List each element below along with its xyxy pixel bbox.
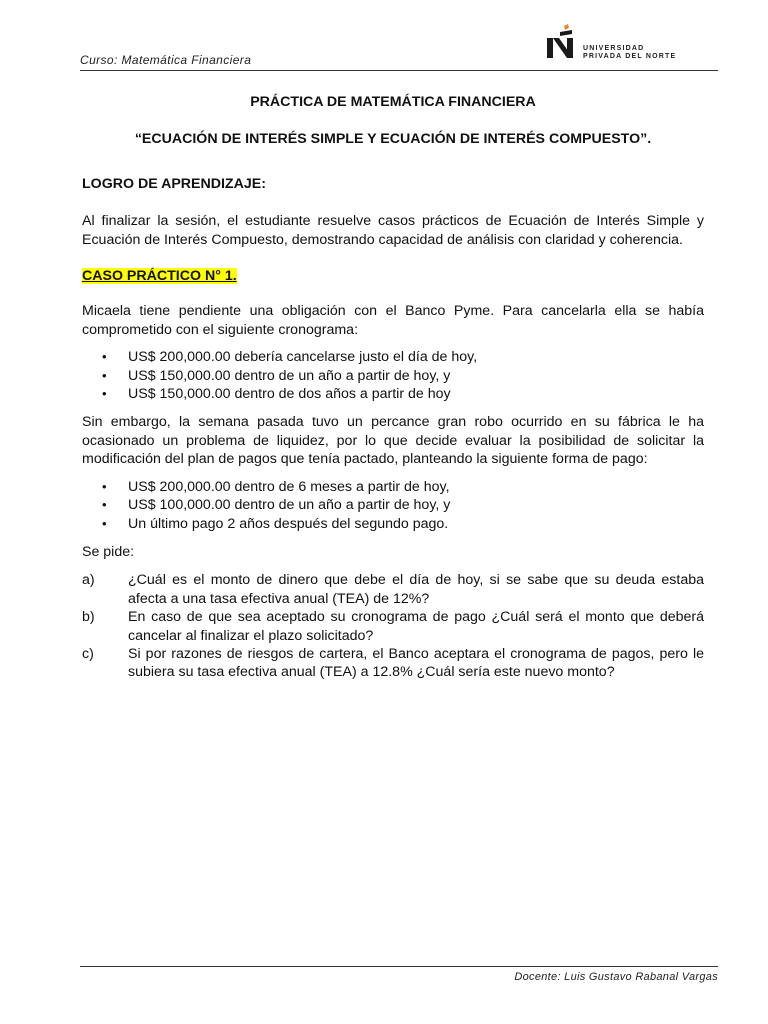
list-item <box>82 348 704 366</box>
document-body <box>82 93 704 682</box>
intro-paragraph: Micaela tiene pendiente una obligación con el Banco Pyme. Para cancelarla ella se había comprometido con el siguiente cronograma: <box>82 303 704 338</box>
bullet-icon: • <box>102 386 107 402</box>
question-text: En caso de que sea aceptado su cronograma de pago ¿Cuál será el monto que deberá cancelar al finalizar el plazo solicitado? <box>128 609 704 644</box>
logro-paragraph: Al finalizar la sesión, el estudiante resuelve casos prácticos de Ecuación de Interés Simple y Ecuación de Interés Compuesto, demostrando capacidad de análisis con claridad y coherencia. <box>82 213 704 248</box>
list-item-text: US$ 100,000.00 dentro de un año a partir de hoy, y <box>128 497 451 514</box>
course-label <box>80 53 251 67</box>
question-item <box>82 645 704 682</box>
document-subtitle: “ECUACIÓN DE INTERÉS SIMPLE Y ECUACIÓN DE INTERÉS COMPUESTO”. <box>134 131 652 148</box>
questions-list <box>82 571 704 681</box>
list-item <box>82 478 704 496</box>
page-footer <box>80 966 718 983</box>
bullet-icon: • <box>102 497 107 513</box>
bullet-icon: • <box>102 349 107 365</box>
logro-heading: LOGRO DE APRENDIZAJE: <box>82 175 266 192</box>
original-schedule-list <box>82 348 704 403</box>
list-item-text: Un último pago 2 años después del segundo pago. <box>128 515 449 532</box>
question-marker: b) <box>82 609 95 626</box>
sin-embargo-paragraph: Sin embargo, la semana pasada tuvo un percance gran robo ocurrido en su fábrica le ha ocasionado un problema de liquidez, por lo que decide evaluar la posibilidad de solicitar la modificación del plan de pagos que tenía pactado, planteando la siguiente forma de pago: <box>82 414 704 468</box>
question-item <box>82 608 704 645</box>
course-name: Matemática Financiera <box>121 53 252 67</box>
bullet-icon: • <box>102 515 107 531</box>
page-header <box>80 20 718 71</box>
docente-label: Docente: Luis Gustavo Rabanal Vargas <box>514 971 718 983</box>
caso-heading <box>82 267 704 285</box>
list-item-text: US$ 150,000.00 dentro de un año a partir de hoy, y <box>128 367 451 384</box>
question-text: Si por razones de riesgos de cartera, el Banco aceptara el cronograma de pagos, pero le subiera su tasa efectiva anual (TEA) a 12.8% ¿Cuál sería este nuevo monto? <box>128 645 704 681</box>
bullet-icon: • <box>102 367 107 383</box>
list-item <box>82 367 704 385</box>
course-prefix: Curso: <box>80 53 118 67</box>
question-text: ¿Cuál es el monto de dinero que debe el día de hoy, si se sabe que su deuda estaba afecta a una tasa efectiva anual (TEA) de 12%? <box>128 572 704 607</box>
list-item-text: US$ 200,000.00 dentro de 6 meses a partir de hoy, <box>128 478 450 495</box>
document-title: PRÁCTICA DE MATEMÁTICA FINANCIERA <box>250 94 536 110</box>
se-pide-label: Se pide: <box>82 543 135 560</box>
list-item <box>82 496 704 514</box>
university-logo <box>545 24 720 64</box>
list-item <box>82 385 704 403</box>
list-item <box>82 515 704 533</box>
logo-line-2: PRIVADA DEL NORTE <box>583 53 677 60</box>
logo-line-1: UNIVERSIDAD <box>583 45 645 52</box>
question-marker: c) <box>82 645 94 662</box>
list-item-text: US$ 200,000.00 debería cancelarse justo el día de hoy, <box>128 349 478 366</box>
list-item-text: US$ 150,000.00 dentro de dos años a partir de hoy <box>128 386 451 403</box>
logo-text <box>583 45 676 61</box>
new-schedule-list <box>82 478 704 533</box>
caso-heading-text: CASO PRÁCTICO N° 1. <box>82 268 237 285</box>
question-item <box>82 571 704 608</box>
question-marker: a) <box>82 572 95 589</box>
logo-n-mark-icon <box>545 24 585 64</box>
bullet-icon: • <box>102 478 107 494</box>
